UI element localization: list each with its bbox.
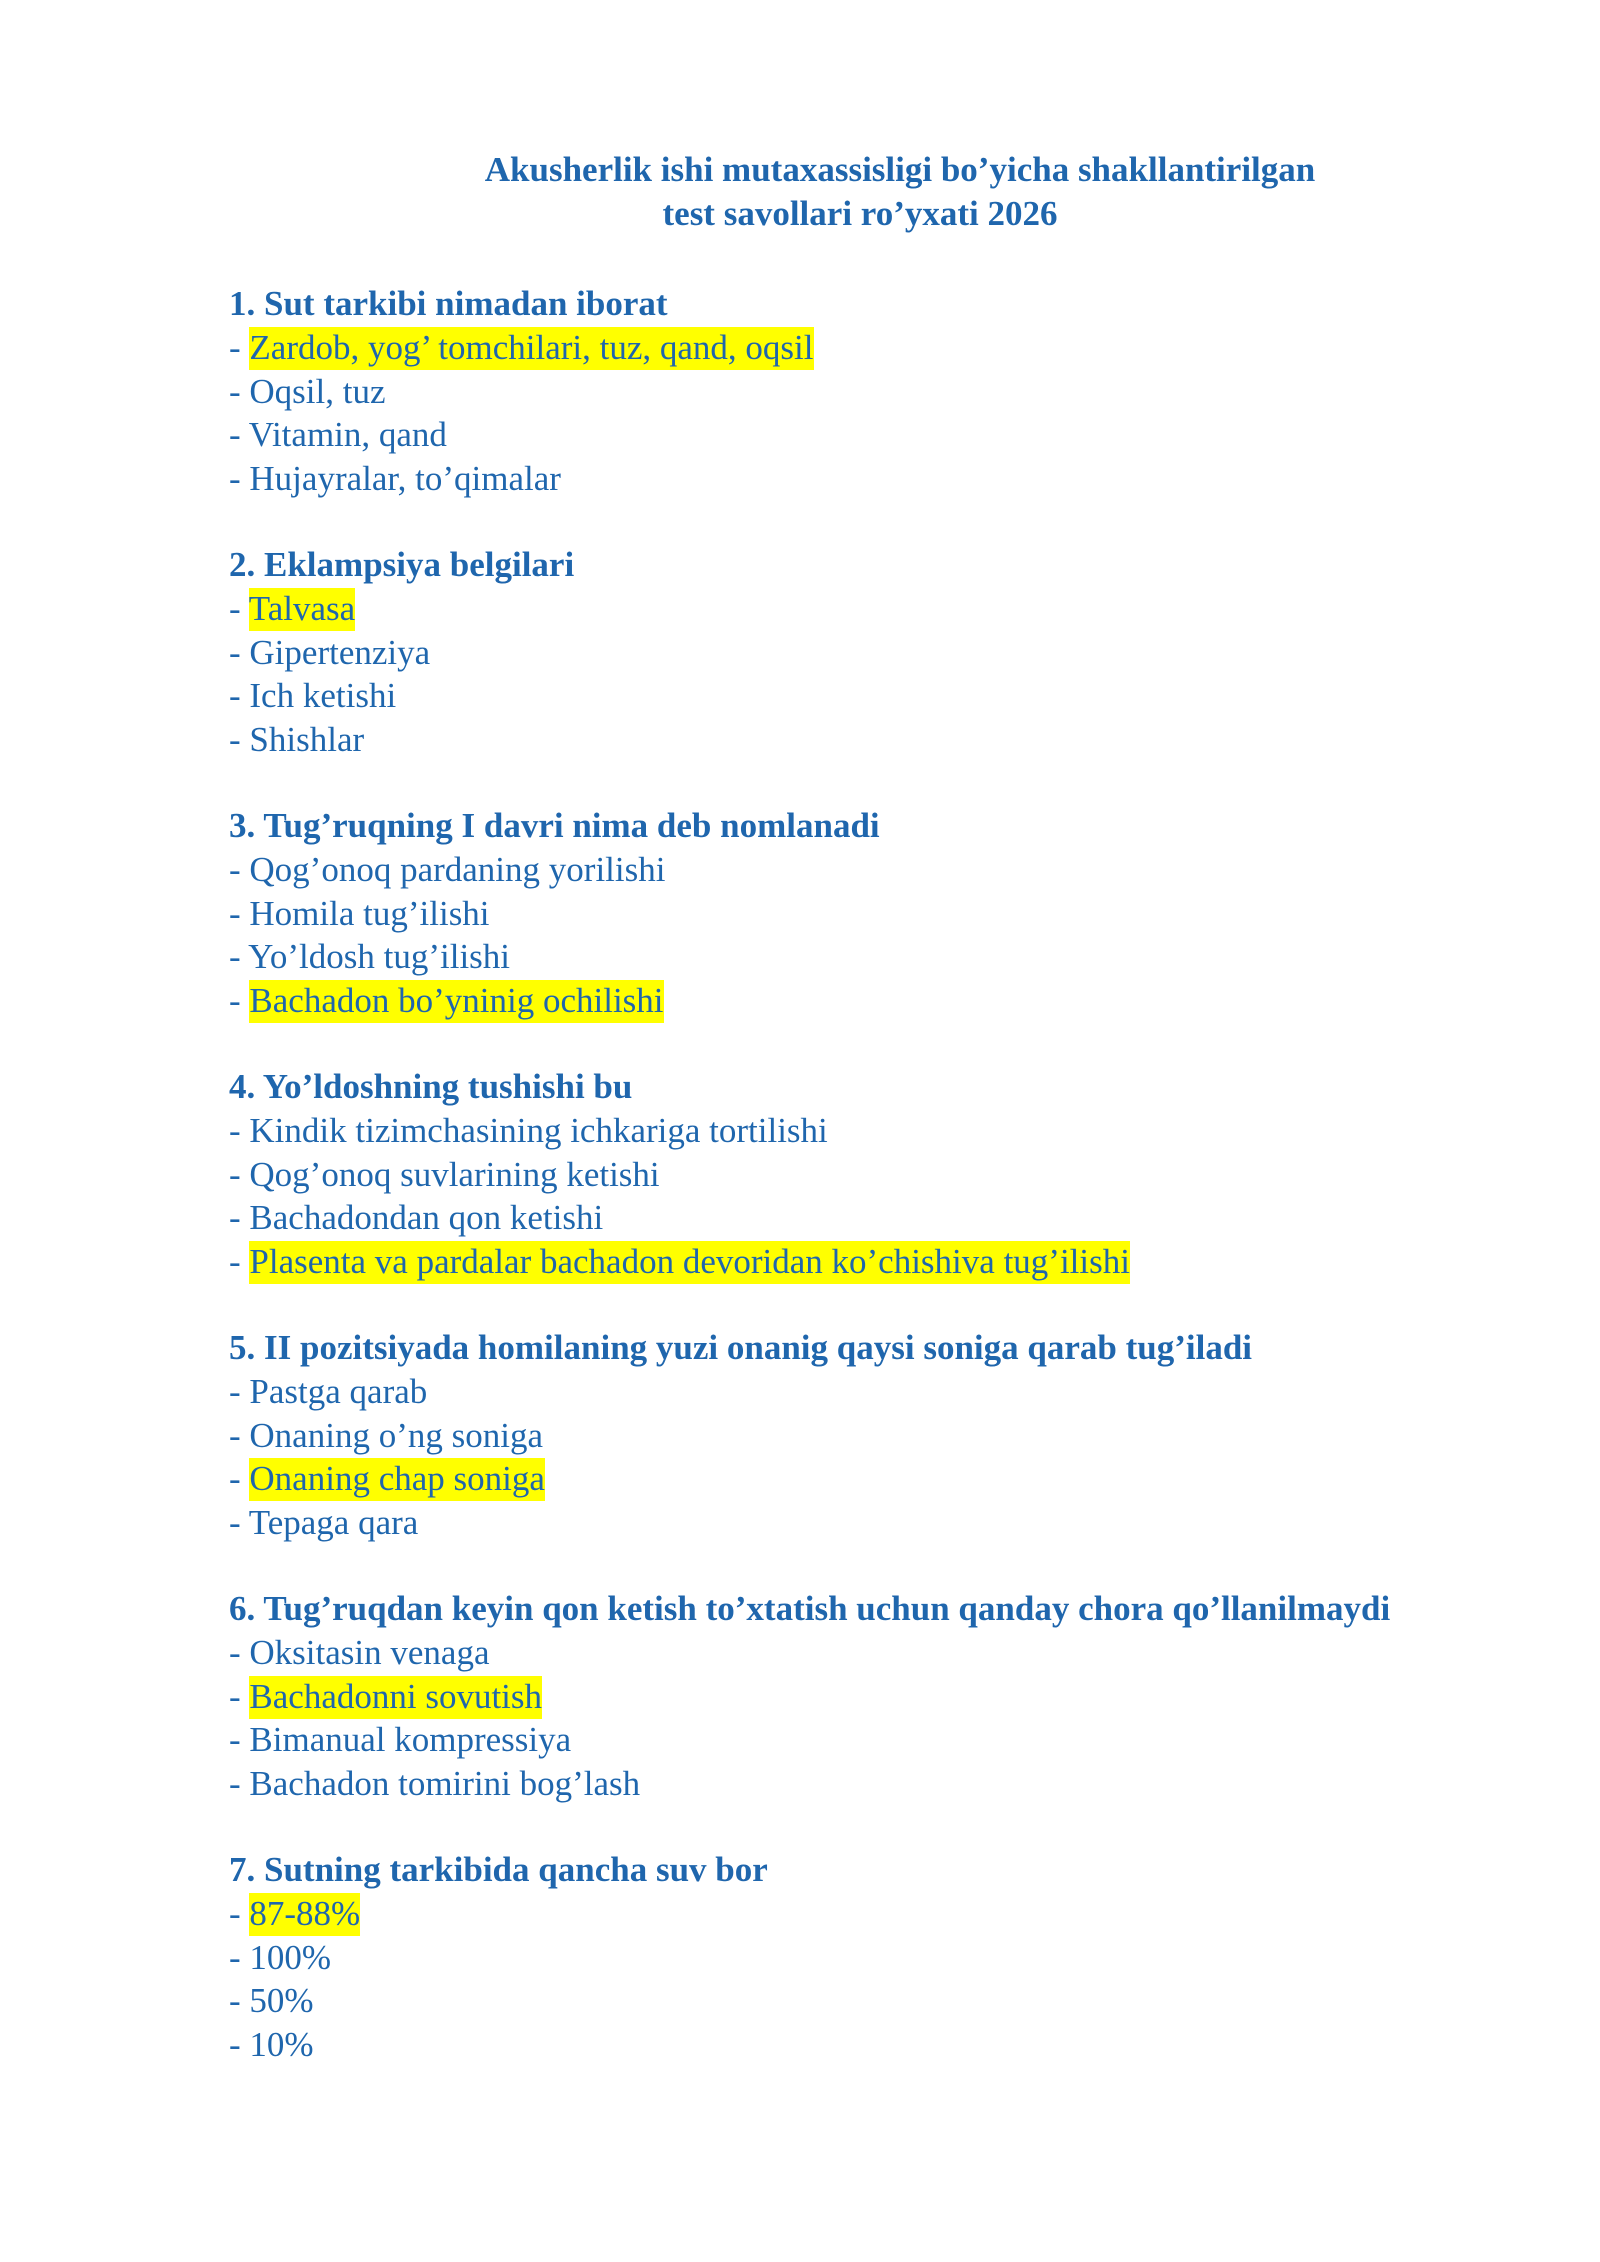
- answer-options: [229, 326, 1529, 500]
- answer-options: [229, 1370, 1529, 1544]
- question-item: [229, 543, 1529, 761]
- option-dash: -: [229, 1415, 250, 1455]
- question-item: [229, 1326, 1529, 1544]
- question-heading: 5. II pozitsiyada homilaning yuzi onanig qaysi soniga qarab tug’iladi: [229, 1328, 1253, 1367]
- answer-option: [229, 1414, 1529, 1458]
- answer-option: [229, 892, 1529, 936]
- question-heading: 7. Sutning tarkibida qancha suv bor: [229, 1850, 768, 1889]
- option-dash: -: [229, 937, 249, 976]
- answer-option-correct: [229, 1675, 1529, 1719]
- option-text: Bachadon bo’yninig ochilishi: [249, 980, 663, 1023]
- answer-option: [229, 935, 1529, 979]
- option-text: Zardob, yog’ tomchilari, tuz, qand, oqsil: [249, 327, 813, 370]
- answer-option: [229, 1109, 1529, 1153]
- answer-option-correct: [229, 587, 1529, 631]
- option-text: Kindik tizimchasining ichkariga tortilishi: [249, 1111, 828, 1150]
- question-item: [229, 1065, 1529, 1283]
- title-line-2: test savollari ro’yxati 2026: [662, 194, 1058, 233]
- option-text: Qog’onoq pardaning yorilishi: [249, 850, 666, 889]
- option-text: 87-88%: [249, 1893, 360, 1936]
- answer-option-correct: [229, 1892, 1529, 1936]
- answer-option: [229, 457, 1529, 501]
- option-dash: -: [229, 1763, 250, 1803]
- question-heading: 3. Tug’ruqning I davri nima deb nomlanadi: [229, 806, 880, 845]
- option-text: Tepaga qara: [248, 1502, 419, 1542]
- document-title: [0, 148, 1600, 236]
- question-item: [229, 282, 1529, 500]
- answer-option: [229, 370, 1529, 414]
- title-line-1: Akusherlik ishi mutaxassisligi bo’yicha shakllantirilgan: [484, 150, 1316, 189]
- option-text: Oksitasin venaga: [249, 1633, 490, 1672]
- option-text: Pastga qarab: [249, 1372, 428, 1411]
- option-dash: -: [229, 415, 249, 454]
- answer-option: [229, 1631, 1529, 1675]
- answer-option: [229, 674, 1529, 718]
- question-item: [229, 1587, 1529, 1805]
- option-dash: -: [229, 2024, 250, 2064]
- option-text: Gipertenziya: [249, 632, 431, 672]
- option-text: Bachadonni sovutish: [249, 1676, 542, 1719]
- question-item: [229, 804, 1529, 1022]
- question-heading: 2. Eklampsiya belgilari: [229, 545, 575, 584]
- option-dash: -: [229, 1502, 249, 1542]
- option-text: Homila tug’ilishi: [249, 893, 490, 933]
- option-text: 50%: [249, 1981, 314, 2020]
- option-dash: -: [229, 980, 250, 1020]
- option-dash: -: [229, 589, 249, 628]
- answer-option: [229, 1370, 1529, 1414]
- answer-option: [229, 848, 1529, 892]
- option-text: Bimanual kompressiya: [249, 1720, 572, 1759]
- option-dash: -: [229, 1981, 250, 2020]
- answer-options: [229, 587, 1529, 761]
- answer-options: [229, 1109, 1529, 1283]
- option-dash: -: [229, 1154, 250, 1194]
- answer-option: [229, 718, 1529, 762]
- option-dash: -: [229, 1111, 250, 1150]
- option-dash: -: [229, 893, 250, 933]
- answer-option-correct: [229, 1457, 1529, 1501]
- option-text: Onaning o’ng soniga: [249, 1415, 543, 1455]
- answer-option: [229, 1979, 1529, 2023]
- question-list: [229, 282, 1529, 2109]
- answer-option: [229, 413, 1529, 457]
- answer-option-correct: [229, 326, 1529, 370]
- answer-option: [229, 2023, 1529, 2067]
- option-text: Yo’ldosh tug’ilishi: [248, 937, 511, 976]
- option-dash: -: [229, 1720, 250, 1759]
- answer-option: [229, 1153, 1529, 1197]
- option-text: Qog’onoq suvlarining ketishi: [249, 1154, 660, 1194]
- option-dash: -: [229, 328, 250, 367]
- option-dash: -: [229, 632, 250, 672]
- option-dash: -: [229, 1676, 250, 1716]
- answer-option: [229, 631, 1529, 675]
- option-text: Hujayralar, to’qimalar: [249, 458, 561, 498]
- option-text: Bachadondan qon ketishi: [249, 1198, 604, 1237]
- option-dash: -: [229, 1198, 250, 1237]
- option-dash: -: [229, 1241, 250, 1281]
- question-item: [229, 1848, 1529, 2066]
- option-dash: -: [229, 719, 250, 759]
- option-text: Shishlar: [249, 719, 365, 759]
- option-dash: -: [229, 1633, 250, 1672]
- option-text: Vitamin, qand: [248, 415, 447, 454]
- question-heading: 6. Tug’ruqdan keyin qon ketish to’xtatish uchun qanday chora qo’llanilmaydi: [229, 1589, 1391, 1628]
- question-heading: 1. Sut tarkibi nimadan iborat: [229, 284, 668, 323]
- option-dash: -: [229, 850, 250, 889]
- option-dash: -: [229, 1459, 250, 1498]
- option-text: Talvasa: [249, 588, 355, 631]
- option-text: Bachadon tomirini bog’lash: [249, 1763, 641, 1803]
- answer-option: [229, 1501, 1529, 1545]
- option-dash: -: [229, 458, 250, 498]
- answer-options: [229, 848, 1529, 1022]
- option-text: Plasenta va pardalar bachadon devoridan ko’chishiva tug’ilishi: [249, 1241, 1130, 1284]
- answer-option: [229, 1936, 1529, 1980]
- option-dash: -: [229, 676, 250, 715]
- option-dash: -: [229, 1894, 250, 1933]
- option-text: 10%: [249, 2024, 314, 2064]
- option-dash: -: [229, 371, 250, 411]
- option-text: Onaning chap soniga: [249, 1458, 544, 1501]
- answer-options: [229, 1631, 1529, 1805]
- option-dash: -: [229, 1937, 250, 1977]
- answer-option: [229, 1718, 1529, 1762]
- option-dash: -: [229, 1372, 250, 1411]
- option-text: Oqsil, tuz: [249, 371, 386, 411]
- option-text: Ich ketishi: [249, 676, 397, 715]
- answer-option: [229, 1196, 1529, 1240]
- answer-option: [229, 1762, 1529, 1806]
- answer-options: [229, 1892, 1529, 2066]
- answer-option-correct: [229, 979, 1529, 1023]
- answer-option-correct: [229, 1240, 1529, 1284]
- question-heading: 4. Yo’ldoshning tushishi bu: [229, 1067, 633, 1106]
- option-text: 100%: [249, 1937, 332, 1977]
